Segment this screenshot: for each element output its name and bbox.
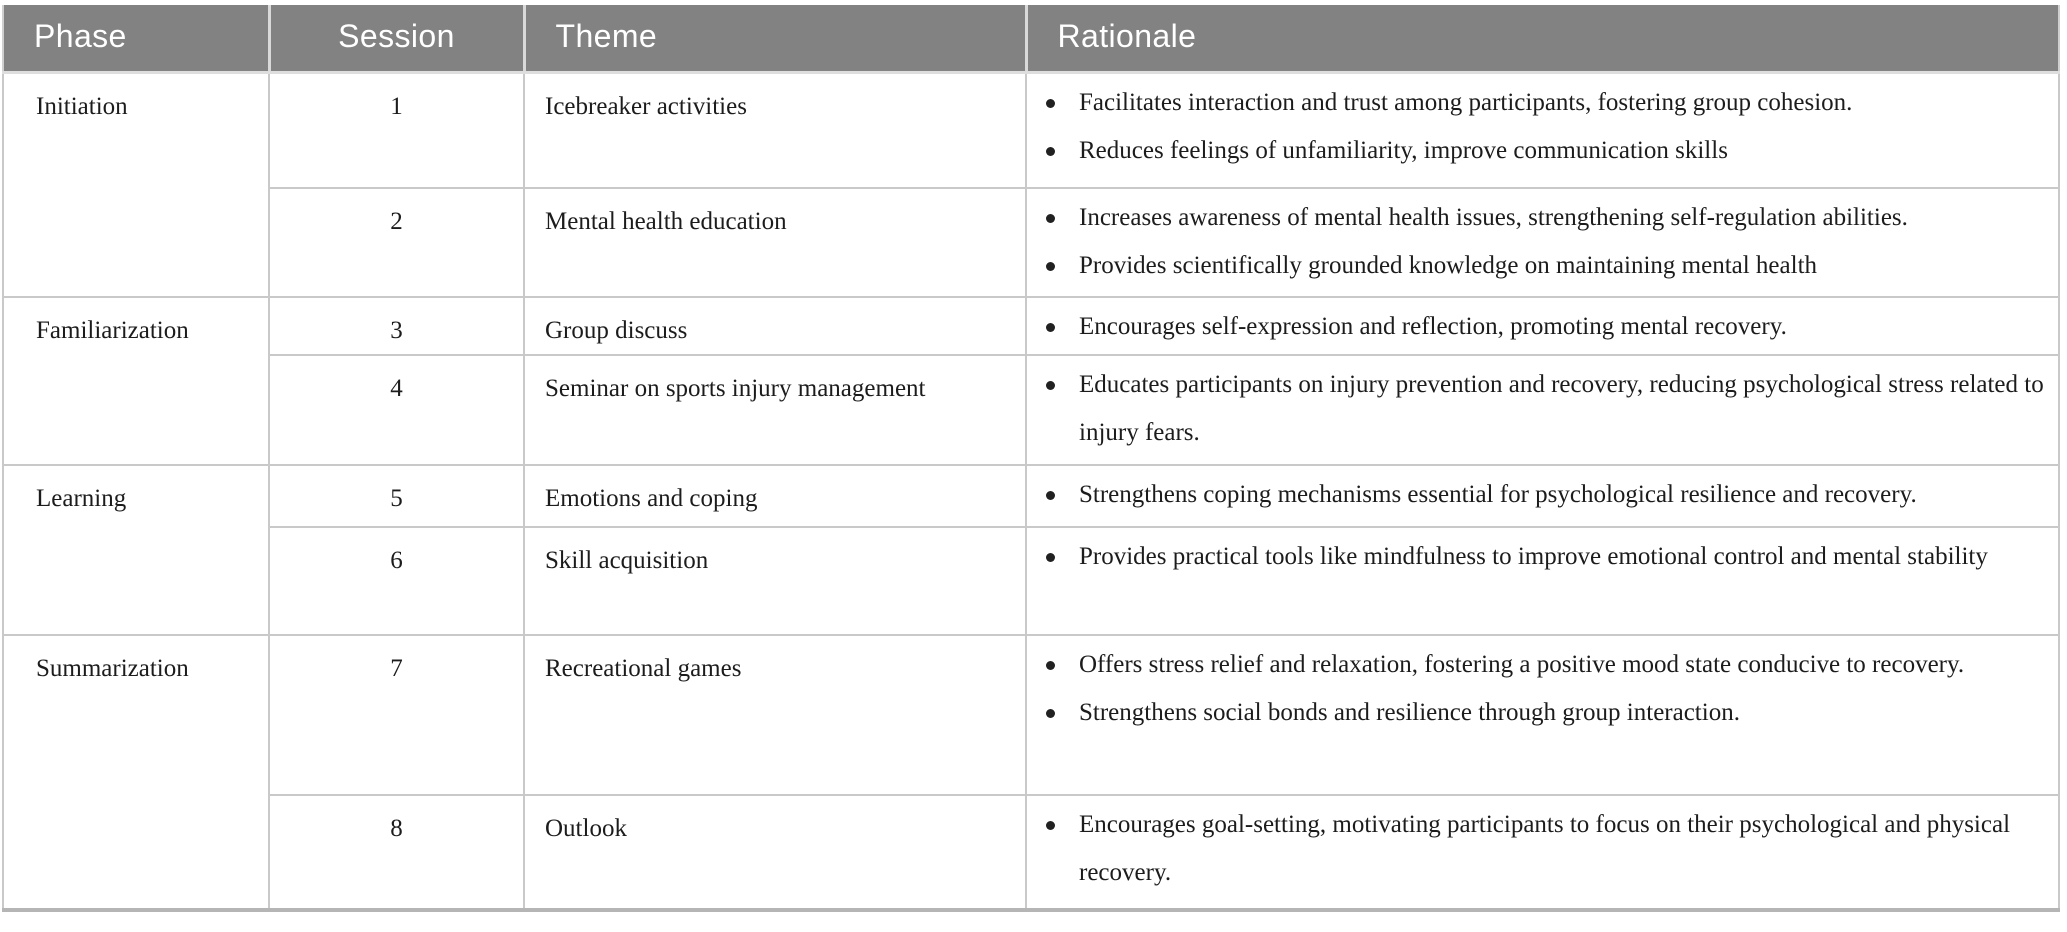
rationale-cell	[1026, 527, 2059, 635]
paper-table-page	[0, 5, 2067, 932]
rationale-item: Facilitates interaction and trust among participants, fostering group cohesion.	[1045, 79, 2054, 127]
table-row	[3, 795, 2059, 910]
rationale-list	[1027, 471, 2054, 519]
rationale-list	[1027, 533, 2054, 581]
phase-cell: Learning	[3, 465, 269, 635]
program-schedule-table	[2, 5, 2060, 912]
rationale-cell	[1026, 297, 2059, 355]
rationale-list	[1027, 194, 2054, 290]
rationale-item: Reduces feelings of unfamiliarity, improve communication skills	[1045, 127, 2054, 175]
rationale-cell	[1026, 72, 2059, 188]
rationale-item: Encourages goal-setting, motivating participants to focus on their psychological and physical recovery.	[1045, 801, 2054, 897]
theme-cell: Outlook	[524, 795, 1026, 910]
theme-cell: Icebreaker activities	[524, 72, 1026, 188]
session-cell: 8	[269, 795, 524, 910]
rationale-item: Provides scientifically grounded knowledge on maintaining mental health	[1045, 242, 2054, 290]
theme-cell: Seminar on sports injury management	[524, 355, 1026, 465]
table-row	[3, 355, 2059, 465]
rationale-item: Offers stress relief and relaxation, fostering a positive mood state conducive to recovery.	[1045, 641, 2054, 689]
rationale-item: Increases awareness of mental health issues, strengthening self-regulation abilities.	[1045, 194, 2054, 242]
session-cell: 3	[269, 297, 524, 355]
session-cell: 2	[269, 188, 524, 297]
rationale-item: Strengthens social bonds and resilience through group interaction.	[1045, 689, 2054, 737]
table-row	[3, 465, 2059, 527]
rationale-cell	[1026, 355, 2059, 465]
theme-cell: Mental health education	[524, 188, 1026, 297]
table-row	[3, 635, 2059, 795]
rationale-list	[1027, 801, 2054, 897]
theme-cell: Group discuss	[524, 297, 1026, 355]
session-cell: 7	[269, 635, 524, 795]
rationale-cell	[1026, 188, 2059, 297]
header-row	[3, 5, 2059, 72]
session-cell: 6	[269, 527, 524, 635]
rationale-item: Provides practical tools like mindfulness to improve emotional control and mental stability	[1045, 533, 2054, 581]
column-header-theme: Theme	[524, 5, 1026, 72]
session-cell: 4	[269, 355, 524, 465]
column-header-phase: Phase	[3, 5, 269, 72]
rationale-cell	[1026, 635, 2059, 795]
theme-cell: Recreational games	[524, 635, 1026, 795]
theme-cell: Emotions and coping	[524, 465, 1026, 527]
column-header-rationale: Rationale	[1026, 5, 2059, 72]
phase-cell: Familiarization	[3, 297, 269, 465]
phase-cell: Summarization	[3, 635, 269, 910]
table-row	[3, 527, 2059, 635]
rationale-item: Strengthens coping mechanisms essential for psychological resilience and recovery.	[1045, 471, 2054, 519]
rationale-item: Encourages self-expression and reflection, promoting mental recovery.	[1045, 303, 2054, 351]
table-body	[3, 72, 2059, 910]
session-cell: 5	[269, 465, 524, 527]
rationale-cell	[1026, 795, 2059, 910]
column-header-session: Session	[269, 5, 524, 72]
rationale-list	[1027, 303, 2054, 351]
rationale-list	[1027, 641, 2054, 737]
theme-cell: Skill acquisition	[524, 527, 1026, 635]
rationale-list	[1027, 79, 2054, 175]
table-row	[3, 72, 2059, 188]
rationale-item: Educates participants on injury prevention and recovery, reducing psychological stress related to injury fears.	[1045, 361, 2054, 457]
table-row	[3, 188, 2059, 297]
table-row	[3, 297, 2059, 355]
rationale-list	[1027, 361, 2054, 457]
rationale-cell	[1026, 465, 2059, 527]
table-header	[3, 5, 2059, 72]
session-cell: 1	[269, 72, 524, 188]
phase-cell: Initiation	[3, 72, 269, 297]
